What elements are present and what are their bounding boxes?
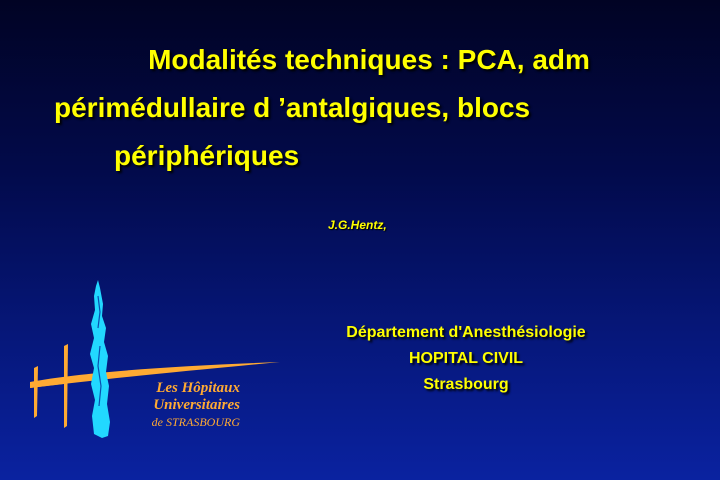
hospital-name: HOPITAL CIVIL: [408, 350, 524, 367]
title-line-2: périmédullaire d ’antalgiques, blocs: [54, 92, 531, 123]
department-block: [290, 320, 642, 398]
title-line-3: périphériques: [114, 140, 300, 171]
department-name: Département d'Anesthésiologie: [346, 324, 586, 341]
slide-title: [20, 36, 700, 180]
author-name: J.G.Hentz,: [328, 218, 387, 232]
logo-line-3: de STRASBOURG: [151, 415, 240, 429]
title-line-1: Modalités techniques : PCA, adm: [148, 44, 590, 75]
logo-line-2: Universitaires: [153, 397, 240, 413]
logo-line-1: Les Hôpitaux: [156, 380, 240, 396]
city-name: Strasbourg: [423, 376, 509, 393]
logo-text: [120, 380, 240, 431]
hospital-logo: [24, 276, 294, 452]
